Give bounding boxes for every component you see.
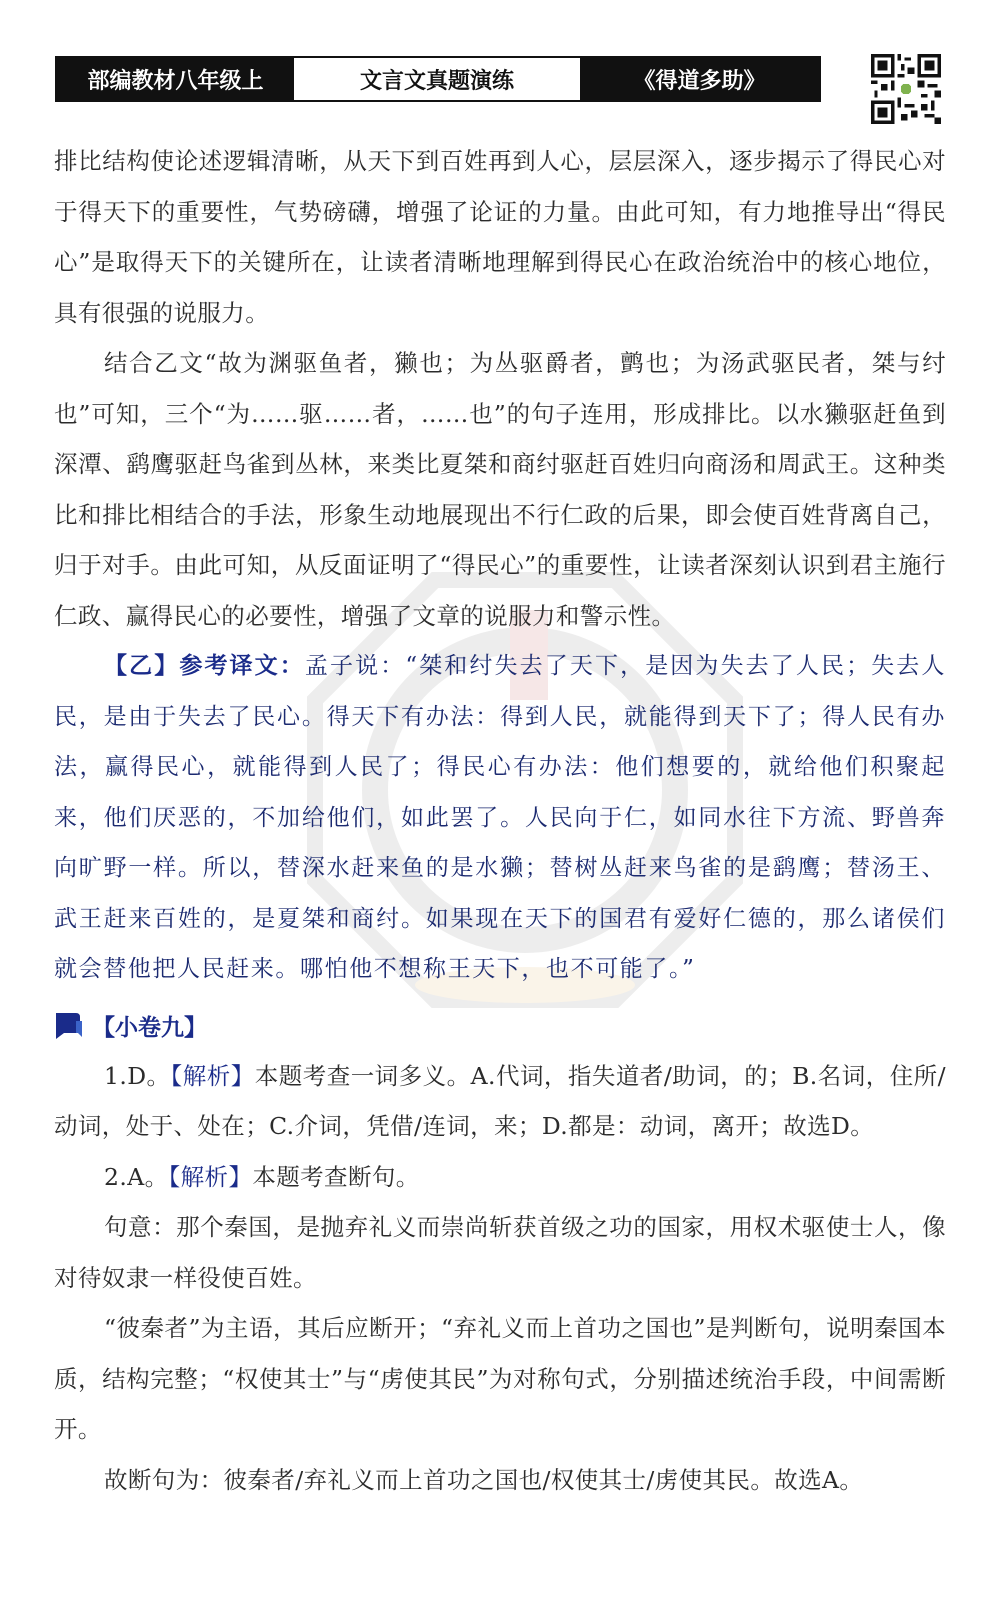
translation-text: 孟子说：“桀和纣失去了天下，是因为失去了人民；失去人民，是由于失去了民心。得天下有办法：得到人民，就能得到天下了；得人民有办法，赢得民心，就能得到人民了；得民心有办法：他们想要的，就给他们积聚起来，他们厌恶的，不加给他们，如此罢了。人民向于仁，如同水往下方流、野兽奔向旷野一样。所以，替深水赶来鱼的是水獭；替树丛赶来鸟雀的是鹞鹰；替汤王、武王赶来百姓的，是夏桀和商纣。如果现在天下的国君有爱好仁德的，那么诸侯们就会替他把人民赶来。哪怕他不想称王天下，也不可能了。” (54, 653, 946, 982)
analysis-paragraph-1: 排比结构使论述逻辑清晰，从天下到百姓再到人心，层层深入，逐步揭示了得民心对于得天下的重要性，气势磅礴，增强了论证的力量。由此可知，有力地推导出“得民心”是取得天下的关键所在，让读者清晰地理解到得民心在政治统治中的核心地位，具有很强的说服力。 (54, 147, 946, 327)
question-1 (54, 1051, 946, 1152)
q2-meaning: 句意：那个秦国，是抛弃礼义而崇尚斩获首级之功的国家，用权术驱使士人，像对待奴隶一样役使百姓。 (54, 1213, 946, 1292)
question-2 (54, 1152, 946, 1203)
section-heading (54, 1001, 946, 1051)
q1-analysis-tag: 【解析】 (170, 1061, 255, 1090)
header-topic: 文言文真题演练 (294, 58, 580, 100)
q2-text: 本题考查断句。 (252, 1162, 420, 1191)
q2-answer: 故断句为：彼秦者/弃礼义而上首功之国也/权使其士/虏使其民。故选A。 (104, 1465, 864, 1494)
q2-analysis-tag: 【解析】 (168, 1162, 253, 1191)
qr-code-icon[interactable] (871, 54, 941, 124)
bookmark-flag-icon (54, 1011, 84, 1041)
header-grade: 部编教材八年级上 (57, 58, 294, 100)
section-title: 【小卷九】 (92, 1015, 207, 1041)
translation-tag: 【乙】参考译文： (104, 652, 305, 679)
document-body (54, 136, 946, 1505)
header-lesson: 《得道多助》 (580, 58, 819, 100)
translation-paragraph (54, 641, 946, 995)
analysis-paragraph-2: 结合乙文“故为渊驱鱼者，獭也；为丛驱爵者，鹯也；为汤武驱民者，桀与纣也”可知，三个“为……驱……者，……也”的句子连用，形成排比。以水獭驱赶鱼到深潭、鹞鹰驱赶鸟雀到丛林，来类比夏桀和商纣驱赶百姓归向商汤和周武王。这种类比和排比相结合的手法，形象生动地展现出不行仁政的后果，即会使百姓背离自己，归于对手。由此可知，从反面证明了“得民心”的重要性，让读者深刻认识到君主施行仁政、赢得民心的必要性，增强了文章的说服力和警示性。 (54, 349, 946, 630)
q1-text: 本题考查一词多义。A.代词，指失道者/助词，的；B.名词，住所/动词，处于、处在；C.介词，凭借/连词，来；D.都是：动词，离开；故选D。 (54, 1061, 946, 1140)
q1-number: 1.D。 (104, 1061, 171, 1090)
page-header (55, 56, 821, 102)
q2-analysis: “彼秦者”为主语，其后应断开；“弃礼义而上首功之国也”是判断句，说明秦国本质，结构完整；“权使其士”与“虏使其民”为对称句式，分别描述统治手段，中间需断开。 (54, 1314, 946, 1443)
q2-number: 2.A。 (104, 1162, 169, 1191)
